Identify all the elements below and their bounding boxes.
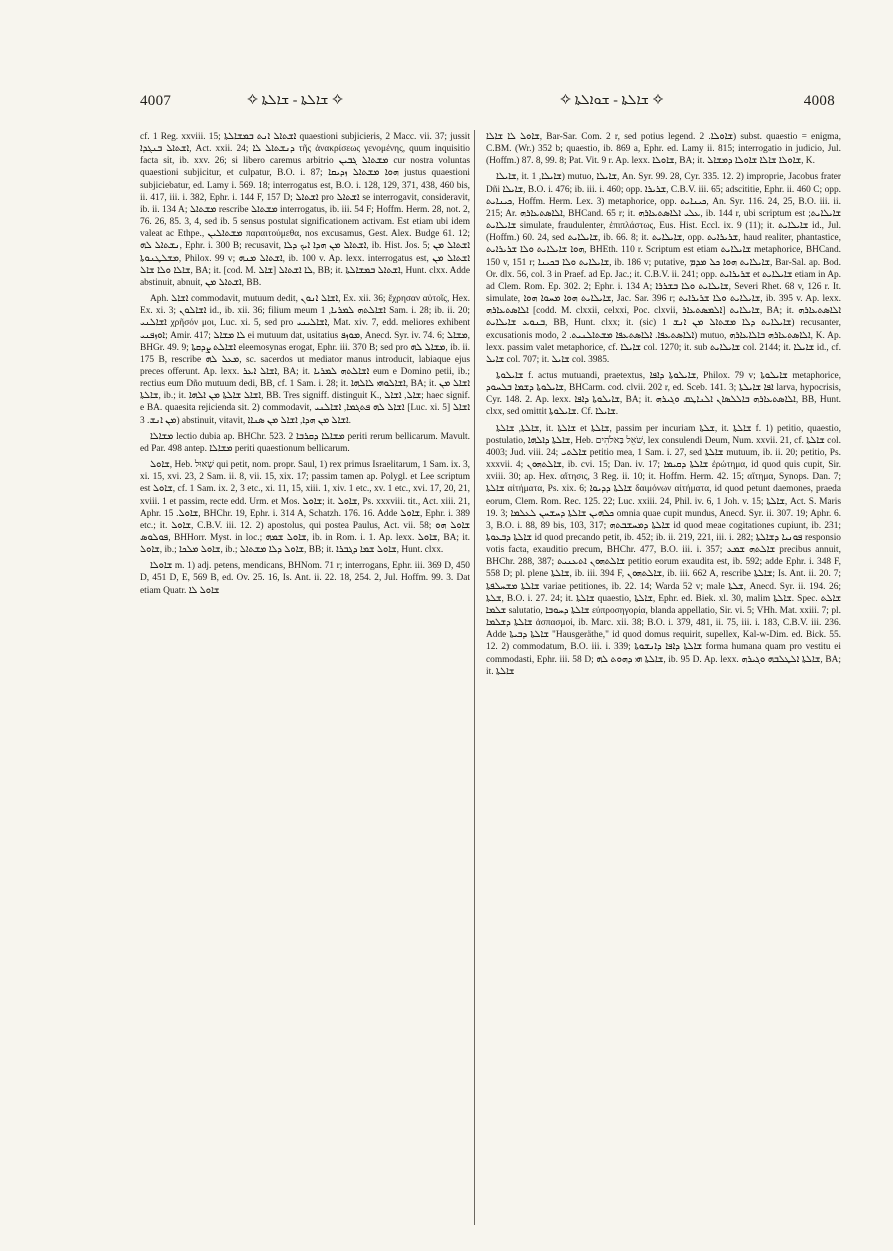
entry-text: ܫܐܘܠ ܠܐ ܫܐܠܐ, Bar-Sar. Com. 2 r, sed potius legend. ܫܐܘܠܐ. 2) subst. quaestio = enigma, C.BM. (Wr.) 352 b; quaestio, ib. 869 a, Ephr. ed. Lamy ii. 815; interrogatio in judicio, Jul. (Hoffm.) 87. 8, 99. 8; Pat. Vit. 9 r. Ap. lexx. ܫܐܘܠܐ, BA; it. ܫܐܘܠܐ ܫܐܠܐ ܫܐܘܠܐ ܕܡܫܐܠ, K.	[486, 132, 841, 167]
running-head-right: ✧ ܫܐܠܬܐ - ܫܘܐܠܬܐ ✧	[560, 93, 664, 108]
entry-text: ܫܐܘܠܐ m. 1) adj. petens, mendicans, BHNom. 71 r; interrogans, Ephr. iii. 369 D, 450 D, 451 D, E, 569 B, ed. Ov. 25. 16, Is. Ant. ii. 22. 18, 254. 2, Jul. Hoffm. 99. 3. Dat etiam Quatr. ܫܐܘܠ ܠܐ	[140, 561, 470, 596]
entry	[140, 431, 470, 455]
entry-text: ܫܐܝܠܐ, it. ܫܐܝܠܐ, 1) mutuo, ܫܐܝܠܐ, An. Syr. 99. 28, Cyr. 335. 12. 2) improprie, Jacobus frater Dñi ܫܐܝܠܐ, B.O. i. 476; ib. iii. i. 460; opp. ܫܪܝܪܐ, C.B.V. iii. 65; adscititie, Ephr. ii. 460 C; opp. ܟܝܢܐܝܬ, Hoffm. Herm. Lex. 3) metaphorice, opp. ܟܝܢܐܝܬ, An. Syr. 116. 24, 25, B.O. iii. ii. 215; Ar. ܐܠܐܣܬܥܐܪܗ, BHCand. 65 r; it. ܥܠܝ ܐܠܐܣܬܥܐܪܗ, ib. 144 r, ubi scriptum est ܫܐܝܠܐܝܬ; ܫܐܝܠܐܝܬ simulate, fraudulenter, ἐπιπλάστως, Eus. Hist. Eccl. ix. 9 (11); it. ܫܐܝܠܐܝܬ id., Jul. (Hoffm.) 60. 24, sed ܫܐܝܠܐܝܬ, ib. 66. 8; it. ܫܐܝܠܐܝܬ, opp. ܫܪܝܪܐܝܬ, haud realiter, phantastice, ܗܘܐ ܫܐܝܠܐܝܬ ܘܠܐ ܫܪܝܪܐܝܬ, BHEth. 110 r. Scriptum est etiam ܫܐܝܠܐܝܬ metaphorice, BHCand. 150 v, 151 r; ܫܐܝܠܐܝܬ ܘܠܐ ܒܟܝܢܐ, ib. 186 v; putative, ܫܐܝܠܐܝܬ ܗܘܐ ܟܠ ܡܕܡ, Bar-Sal. ap. Bod. Or. dlx. 56, col. 3 in Praef. ad Ep. Jac.; it. C.B.V. ii. 241; opp. ܫܪܝܪܐܝܬ et ܫܐܝܠܐܝܬ etiam in Ap. ad Clem. Rom. Ep. 302. 2; Ephr. i. 134 A; ܫܐܝܠܐܝܬ ܘܠܐ ܒܫܪܪܐ, Severi Rhet. 68 v, 126 r. It. simulate, ܫܐܝܠܐܝܬ ܗܘܐ ܡܚܘܐ ܗܘܐ, Jac. Sar. 396 r; ܫܐܝܠܐܝܬ ܘܠܐ ܫܪܝܪܐܝܬ, ib. 395 v. Ap. lexx. ܐܠܐܣܬܥܐܪܗ [codd. M. clxxii, celxxi, Poc. clxvii, ܐܠܡܣܬܥܐܪ] ܫܐܝܠܐܝܬ, BA; it. ܐܠܐܣܬܥܐܪܗ ܒܢܘܥ ܫܐܝܠܐܝܬ, BB, Hunt. clxx; it. (sic) ܫܐܝܠܐܝܬ ܕܠܐ ܡܫܬܐܠ ܡܢ ܐܢܫ 1) recusanter, excusationis modo, ܐܠܐܣܬܥܦܐ. ܐܠܐܣܬܥܦܐ ܡܫܬܐܠܢܝܬ. 2) mutuo, ܐܠܐܣܬܥܐܪܗ ܒܐܠܐܥܐܪܗ, K. Ap. lexx. passim valet metaphorice, cf. ܫܐܝܠܐ col. 1270; it. sub ܫܐܝܠܐܝܬ col. 2144; it. ܫܐܝܠܐ id., cf. ܫܐܝܠ col. 707; it. ܫܐܝܠ col. 3985.	[486, 172, 841, 365]
column-divider	[474, 130, 475, 1225]
entry	[140, 459, 470, 556]
entry	[140, 560, 470, 596]
entry-continued	[486, 131, 841, 167]
entry	[140, 293, 470, 427]
entry-text: ܡܫܐܠܐ lectio dubia ap. BHChr. 523. 2 ܡܫܐܠܐ ܕܩܪܒܐ periti rerum bellicarum. Mavult. ed Par. 498 antep. ܡܫܐܠܐ periti quaestionum bellicarum.	[140, 431, 470, 454]
right-column	[486, 131, 841, 1226]
page-number-right: 4008	[803, 93, 835, 109]
entry-text: cf. 1 Reg. xxviii. 15; ܐܫܬܐܠ ܐܢܬ ܒܡܫܐܠܬܐ quaestioni subjicieris, 2 Macc. vii. 37; jussit ܐܫܬܐܠ ܒܢܓܕܐ, Act. xxii. 24; ܕܢܫܬܐܠ ܠܐ τῆς ἀνακρίσεως γενομένης, quum inquisitio facta sit, ib. xxv. 26; si libero caremus arbitrio ܡܫܬܐܠ ܓܒܝܢ cur nostra voluntas quaestioni subjicitur, et culpatur, B.O. i. 87; ܗܘܐ ܡܫܬܐܠ ܙܕܝܩܐ justus quaestioni subjiciebatur, ed. Lamy i. 569. 18; interrogatus est, B.O. i. 128, 129, 371, 438, 460 bis, ii. 417, iii. i. 382, Ephr. i. 144 F, 157 D; ܐܫܬܐܠ pro ܐܫܬܐܠ se interrogavit, consideravit, ib. ii. 134 A; ܡܫܬܐܠ rescribe ܡܫܬܐܠ interrogatus, ib. iii. 54 F; Hoffm. Herm. 28, not. 2, 76. 26, 85. 3, 4, sed ib. 5 sensus postulat significationem activam. Est etiam ubi idem valeat ac Ethpe., ܡܫܬܐܠܝܢ παραιτούμεθα, nos excusamus, Gest. Alex. Budge 61. 12; ܢܫܬܐܠ ܠܗ, Ephr. i. 300 B; recusavit, ܐܫܬܐܠ ܡܢ ܗܕܐ ܐܝܟ ܕܠܐ, ib. Hist. Jos. 5; ܐܫܬܐܠ ܡܢ ܡܫܠܛܢܘܬܐ, Philox. 99 v; ܐܫܬܐܠ ܡܢܗ, ib. 100 v. Ap. lexx. interrogatus est, ܐܫܬܐܠ ܡܢ ܫܐܠܐ ܘܠܐ ܫܐܠ, BA; it. [cod. M. ܫܐܠ] ܠܐ ܐܫܬܐܠ, BB; it. ܐܫܬܐܠ ܒܡܫܐܠܬܐ, Hunt. clxx. Adde abstinuit, abnuit, ܐܫܬܐܠ ܡܢ, BB.	[140, 132, 470, 288]
page-header	[0, 93, 893, 117]
entry-text: ܫܐܠܬܐ, ܫܐܠܬܐ, it. ܫܐܠܬܐ et ܫܐܠܬܐ, passim per incuriam ܫܠܬܐ, it. ܫܐܠܬܐ f. 1) petitio, quaestio, postulatio, ܫܐܠܬܐ ܕܐܠܗܐ, Heb. שֹׁאֵל בַּאלֹהִים, lex consulendi Deum, Num. xxvii. 21, cf. ܫܐܠܬܐ col. 4003; Jud. viii. 24; ܫܐܠܬܝ petitio mea, 1 Sam. i. 27, sed ܫܐܠܬܐ mutuum, ib. ii. 20; petitio, Ps. xxxvii. 4; ܫܐܠܬܗܘܢ, ib. cvi. 15; Dan. iv. 17; ܫܐܠܬܐ ܕܩܝܡܐ ἐρώτημα, id quod quis cupit, Sir. xviii. 30; ap. Hex. αἴτησις, 3 Reg. ii. 10; it. Hoffm. Herm. 42. 15; αἴτημα, Synops. Dan. 7; ܫܐܠܬܐ αἰτήματα, Ps. xix. 6; ܫܐܠܬܐ ܕܕܝܘܐ δαιμόνων αἰτήματα, id quod petunt daemones, praeda eorum, Clem. Rom. Rec. 125. 22; Luc. xxiii. 24, Phil. iv. 6, 1 Joh. v. 15; ܫܐܠܬܐ, Act. S. Maris 19. 3; ܟܠܗܝܢ ܫܐܠܬܐ ܕܚܫܚܢ ܠܥܠܡܐ omnia quae cupit mundus, Anecd. Syr. ii. 307. 19; Aphr. 6. 3, B.O. i. 88, 89 bis, 103, 317; ܫܐܠܬܐ ܕܡܚܫܒܬܗ id quod meae cogitationes cupiunt, ib. 231; ܫܐܠܬܐ ܕܒܥܘܬܐ id quod precando petit, ib. 452; ib. ii. 219, 221, iii. i. 282; ܦܘܢܝܐ ܕܫܐܠܬܐ responsio votis facta, exauditio precum, BHChr. 477, B.O. iii. i. 357; ܫܐܠܬܗ ܫܡܥ precibus annuit, BHChr. 288, 387; ܫܐܠܬܗܘܢ ܐܬܥܢܝܬ petitio eorum exaudita est, ib. 592; adde Ephr. i. 348 F, 558 D; pl. plene ܫܐܠܬܐ, ib. iii. 394 F, ܫܐܠܬܗܘܢ, ib. iii. 662 A, rescribe ܫܐܠܬܐ; Is. Ant. ii. 20. 7; ܫܐܠܬܐ ܡܫܚܠܦܬܐ variae petitiones, ib. 22. 14; Warda 52 v; male ܫܠܬܐ, Anecd. Syr. ii. 194. 26; ܫܠܬܐ, B.O. i. 27. 24; it. ܫܐܠܬܐ quaestio, ܫܐܠܬܐ, Ephr. ed. Biek. xl. 30, malim ܫܐܠܬܐ. Spec. ܫܐܠܬ ܫܠܡܐ salutatio, ܫܐܠܬܐ ܕܚܘܒܐ εὐπροσηγορία, blanda appellatio, Sir. vi. 5; VHh. Mat. xxiii. 7; pl. ܫܐܠܬܐ ܕܫܠܡܐ ἀσπασμοί, ib. Marc. xii. 38; B.O. i. 379, 481, ii. 75, iii. i. 183, C.B.V. iii. 236. Adde ܫܐܠܬܐ ܕܒܝܬܐ "Hausgeräthe," id quod domus requirit, supellex, Kal-w-Dim. ed. Bick. 55. 12. 2) commodatum, B.O. iii. i. 339; ܫܐܠܬܐ ܕܐܦܐ ܕܐܢܫܘܬܐ forma humana quam pro vestitu ei commodasti, Ephr. iii. 58 D; ܫܐܠܬܐ ܗܝ ܕܗܘܬ ܠܗ, ib. 95 D. Ap. lexx. ܫܐܠܬܐ ܐܠܛܠܒܗ ܘܓܝܪܗ, BA; it. ܫܐܠܬܐ	[486, 423, 841, 677]
entry-text: Aph. ܐܫܐܠ commodavit, mutuum dedit, ܐܫܐܠ ܐܢܘܢ, Ex. xii. 36; ἔχρησαν αὐτοῖς, Hex. Ex. xi. 3; ܐܫܐܠܘܢ id., ib. xii. 36; filium meum ܐܫܐܠܬܗ ܠܡܪܝܐ, 1 Sam. i. 28; ib. ii. 20; ܐܫܐܠܢܝ χρῆσόν μοι, Luc. xi. 5, sed pro ܐܫܐܠܝܢܝ, Mat. xiv. 7, edd. meliores exhibent ܐܘܙܦܢܝ; Amir. 417; ܠܐ ܡܫܐܠ ei mutuum dat, usitatius ܡܘܙܦ, Anecd. Syr. iv. 74. 6; ܡܫܐܠ, BHGr. 49. 9; ܐܫܐܠܬ ܨܕܩܬܐ eleemosynas erogat, Ephr. iii. 370 B; sed pro ܡܫܐܠ ܠܗ, ib. ii. 175 B, rescribe ܡܥܠ ܠܗ, sc. sacerdos ut mediator manus introducit, labiaque ejus preces offerunt. Ap. lexx. ܐܫܐܠ ܐܥܪ, BA; it. ܐܫܐܠܬܗ ܠܡܪܝܐ eum e Domino petii, ib.; rectius eum Dño mutuum dedi, BB, cf. 1 Sam. i. 28; it. ܐܫܐܠܘܗܝ ܠܐܠܗܐ, BA; it. ܐܫܐܠ ܡܢ ܫܐܠܬܐ, ib.; it. ܐܫܐܠ ܫܐܠܬܐ ܡܢ ܐܠܗܐ, BB. Tres signiff. distinguit K., ܫܐܠ, ܐܫܐܠ; haec signif. e BA. quaesita rejicienda sit. 2) commodavit, ܐܫܐܠ ܠܗ ܦܬܓܡܐ, ܐܫܐܠܢܝ [Luc. xi. 5] ܐܫܐܠ ܡܢ ܐܢܫ. 3) abstinuit, vitavit, ܐܫܐܠ ܡܢ ܗܕܐ, ܐܫܐܠ ܡܢ ܣܢܐܐ.	[140, 294, 470, 426]
entry-text: ܫܐܘܠ, Heb. שָׁאוּל qui petit, nom. propr. Saul, 1) rex primus Israelitarum, 1 Sam. ix. 3, xi. 15, xvi. 23, 2 Sam. ii. 8, vii. 15, xix. 17; passim tamen ap. Polygl. et Lee scriptum est ܫܐܘܠ, cf. 1 Sam. ix. 2, 3 etc., xi. 11, 15, xiii. 1, xiv. 1 etc., xv. 1 etc., xvi. 17, 20, 21, xviii. 1 et passim, recte edd. Urm. et Mos. ܫܐܘܠ; it. ܫܐܘܠ, Ps. xxxviii. tit., Act. xiii. 21, Aphr. ܫܐܘܠ. 15, BHChr. 19, Ephr. i. 314 A, Schatzh. 176. 16. Adde ܫܐܘܠ, Ephr. i. 389 etc.; it. ܫܐܘܠ, C.B.V. iii. 12. 2) apostolus, qui postea Paulus, Act. vii. 58; ܫܐܘܠ ܗܘ ܦܘܠܘܣ, BHHorr. Myst. in loc.; ܫܐܘܠ ܫܡܗ, ib. in Rom. i. 1. Ap. lexx. ܫܐܘܠ, BA; it. ܫܐܘܠ, ib.; ܫܐܘܠ ܡܠܟܐ, ib.; ܫܐܘܠ ܕܠܐ ܡܫܬܐܠ, BB; it. ܫܐܘܠ ܫܡܐ ܕܓܒܪܐ, Hunt. clxx.	[140, 460, 470, 556]
entry-text: ܫܐܝܠܘܬܐ f. actus mutuandi, praetextus, ܫܐܝܠܘܬܐ ܕܐܦܐ, Philox. 79 v; ܫܐܝܠܘܬܐ metaphorice, ܫܐܝܠܘܬܐ ܕܫܡܐ ܒܠܚܘܕ, BHCarm. cod. clvii. 202 r, ed. Sceb. 141. 3; ܐܦܐ ܫܐܝܠܬܐ larva, hypocrisis, Cyr. 148. 2. Ap. lexx. ܫܐܝܠܘܬܐ ܕܐܦܐ, BA; it. ܐܠܐܣܬܥܐܪܗ ܒܐܠܠܣܐܢ ܐܠܢܐܛܩ ܘܓܝܪܗ, BB, Hunt. clxx, sed omittit ܫܐܝܠܘܬܐ. Cf. ܫܐܝܠܐ.	[486, 370, 841, 418]
running-head-left: ✧ ܫܐܠܬܐ - ܫܐܠܬܐ ✧	[247, 93, 344, 108]
left-column	[140, 131, 470, 1226]
entry-continued	[140, 131, 470, 289]
page-number-left: 4007	[140, 93, 172, 109]
entry	[486, 423, 841, 678]
entry	[486, 171, 841, 366]
entry	[486, 370, 841, 419]
